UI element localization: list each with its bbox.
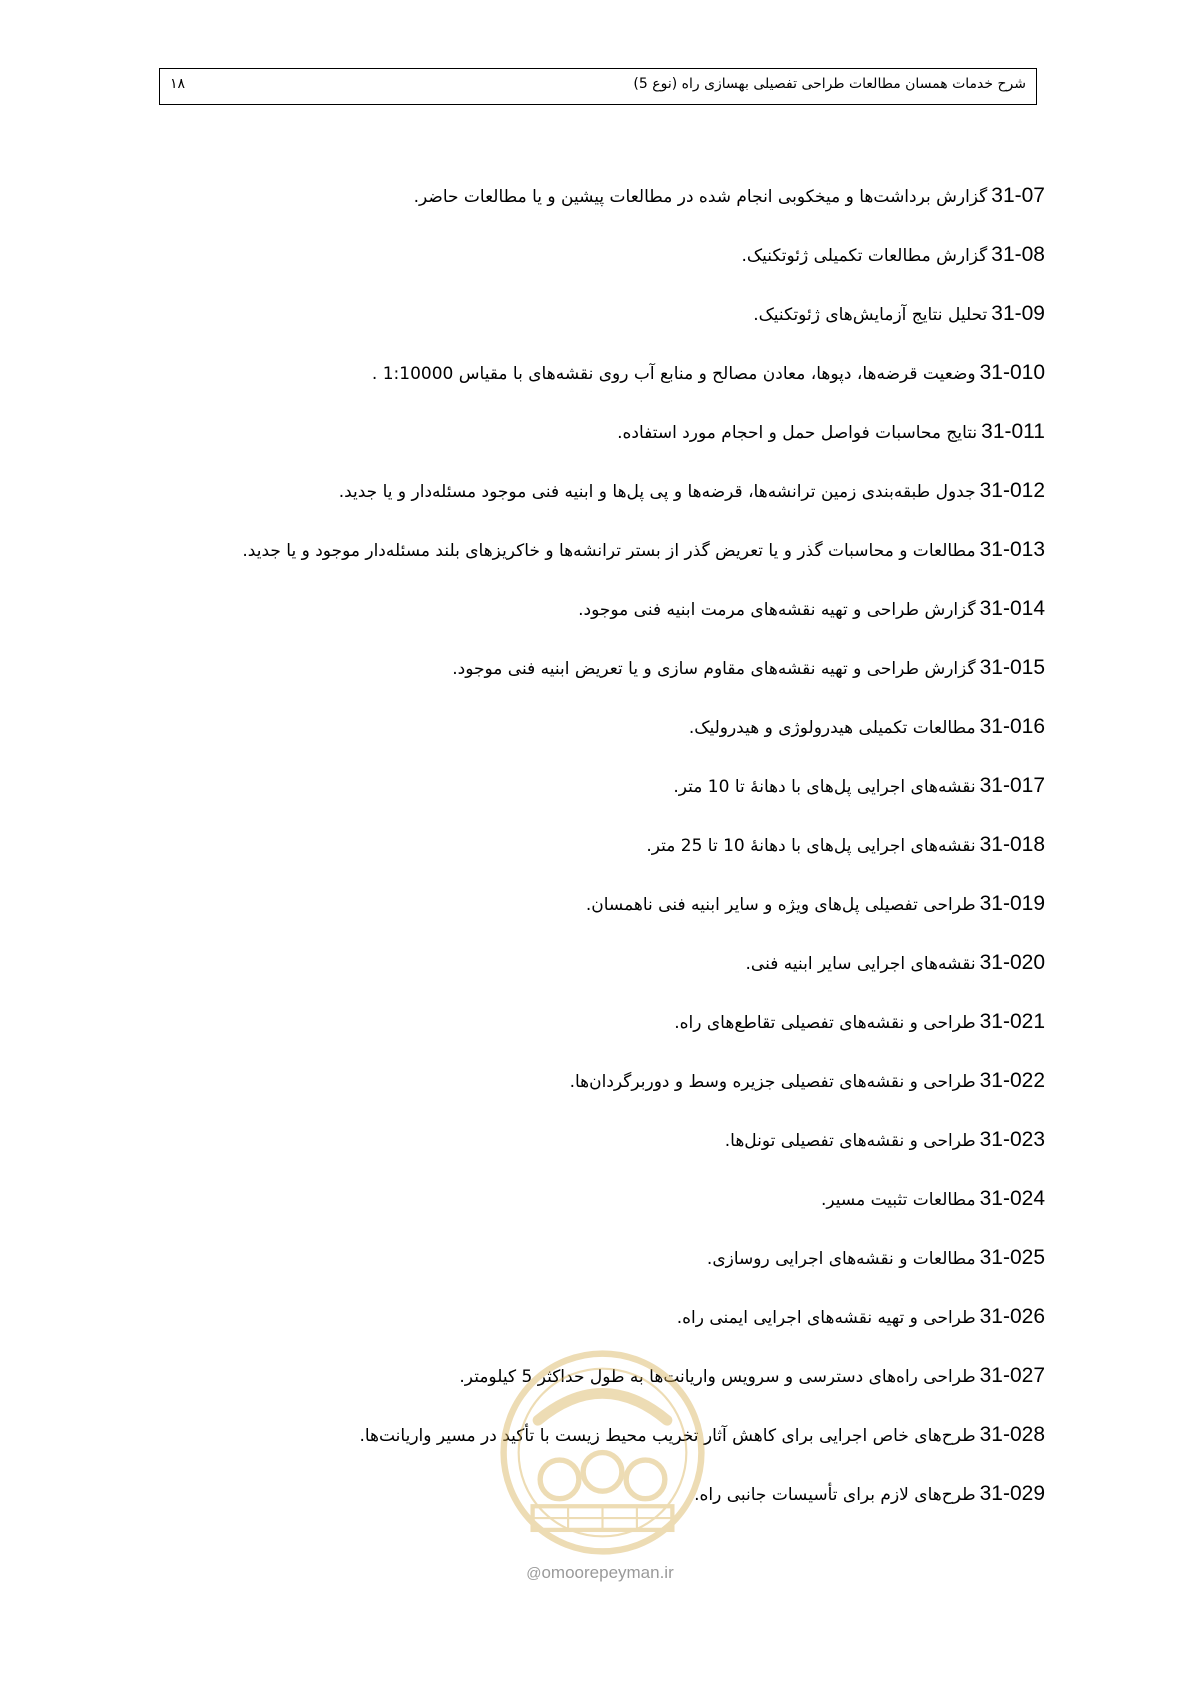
- item-text: طراحی راه‌های دسترسی و سرویس واریانت‌ها به طول حداکثر 5 کیلومتر.: [459, 1367, 976, 1387]
- item-text: گزارش مطالعات تکمیلی ژئوتکنیک.: [741, 246, 988, 266]
- item-text: طراحی تفصیلی پل‌های ویژه و سایر ابنیه فنی ناهمسان.: [585, 895, 976, 915]
- list-item: [85, 589, 1045, 648]
- list-item: [85, 176, 1045, 235]
- item-text: نقشه‌های اجرایی پل‌های با دهانهٔ تا 10 متر.: [673, 777, 976, 797]
- item-code: 31-025: [979, 1246, 1045, 1269]
- item-code: 31-011: [981, 420, 1045, 443]
- list-item: [85, 1120, 1045, 1179]
- list-item: [85, 1356, 1045, 1415]
- list-item: [85, 648, 1045, 707]
- list-item: [85, 1297, 1045, 1356]
- list-item: [85, 530, 1045, 589]
- item-code: 31-012: [979, 479, 1045, 502]
- list-item: [85, 766, 1045, 825]
- deliverables-list: [85, 176, 1045, 1533]
- item-code: 31-019: [979, 892, 1045, 915]
- list-item: [85, 1474, 1045, 1533]
- item-text: طراحی و تهیه نقشه‌های اجرایی ایمنی راه.: [676, 1308, 976, 1328]
- item-code: 31-014: [979, 597, 1045, 620]
- item-code: 31-021: [979, 1010, 1045, 1033]
- item-text: تحلیل نتایج آزمایش‌های ژئوتکنیک.: [753, 305, 988, 325]
- document-title: شرح خدمات همسان مطالعات طراحی تفصیلی بهسازی راه (نوع 5): [633, 76, 1026, 92]
- item-code: 31-09: [991, 302, 1045, 325]
- item-text: گزارش طراحی و تهیه نقشه‌های مرمت ابنیه فنی موجود.: [578, 600, 976, 620]
- item-code: 31-017: [979, 774, 1045, 797]
- item-text: جدول طبقه‌بندی زمین ترانشه‌ها، قرضه‌ها و پی پل‌ها و ابنیه فنی موجود مسئله‌دار و یا جدید.: [338, 482, 976, 502]
- item-text: مطالعات و نقشه‌های اجرایی روسازی.: [706, 1249, 976, 1269]
- item-text: نقشه‌های اجرایی سایر ابنیه فنی.: [745, 954, 976, 974]
- list-item: [85, 353, 1045, 412]
- item-code: 31-015: [979, 656, 1045, 679]
- item-text: گزارش طراحی و تهیه نقشه‌های مقاوم سازی و یا تعریض ابنیه فنی موجود.: [452, 659, 976, 679]
- list-item: [85, 1002, 1045, 1061]
- item-code: 31-020: [979, 951, 1045, 974]
- item-code: 31-022: [979, 1069, 1045, 1092]
- list-item: [85, 235, 1045, 294]
- item-text: نقشه‌های اجرایی پل‌های با دهانهٔ 10 تا 25 متر.: [646, 836, 976, 856]
- item-code: 31-023: [979, 1128, 1045, 1151]
- list-item: [85, 707, 1045, 766]
- page-header: [159, 68, 1037, 105]
- list-item: [85, 471, 1045, 530]
- watermark-site-text: omoorepeyman.ir: [541, 1563, 674, 1582]
- list-item: [85, 825, 1045, 884]
- item-code: 31-08: [991, 243, 1045, 266]
- item-text: نتایج محاسبات فواصل حمل و احجام مورد استفاده.: [617, 423, 978, 443]
- item-code: 31-010: [979, 361, 1045, 384]
- list-item: [85, 943, 1045, 1002]
- item-text: مطالعات تثبیت مسیر.: [821, 1190, 976, 1210]
- item-text: مطالعات تکمیلی هیدرولوژی و هیدرولیک.: [688, 718, 976, 738]
- item-code: 31-027: [979, 1364, 1045, 1387]
- page-number: ۱۸: [170, 76, 186, 92]
- item-text: طرح‌های خاص اجرایی برای کاهش آثار تخریب محیط زیست با تأکید در مسیر واریانت‌ها.: [359, 1426, 976, 1446]
- item-code: 31-028: [979, 1423, 1045, 1446]
- list-item: [85, 294, 1045, 353]
- list-item: [85, 412, 1045, 471]
- list-item: [85, 1179, 1045, 1238]
- item-code: 31-016: [979, 715, 1045, 738]
- list-item: [85, 1061, 1045, 1120]
- item-text: مطالعات و محاسبات گذر و یا تعریض گذر از بستر ترانشه‌ها و خاکریزهای بلند مسئله‌دار موجود و یا جدید.: [242, 541, 976, 561]
- item-text: طراحی و نقشه‌های تفصیلی تقاطع‌های راه.: [674, 1013, 976, 1033]
- item-code: 31-018: [979, 833, 1045, 856]
- list-item: [85, 1238, 1045, 1297]
- item-text: طراحی و نقشه‌های تفصیلی تونل‌ها.: [724, 1131, 976, 1151]
- item-code: 31-029: [979, 1482, 1045, 1505]
- at-icon: @: [526, 1565, 542, 1582]
- item-text: گزارش برداشت‌ها و میخکوبی انجام شده در مطالعات پیشین و یا مطالعات حاضر.: [413, 187, 988, 207]
- list-item: [85, 884, 1045, 943]
- item-code: 31-026: [979, 1305, 1045, 1328]
- item-code: 31-07: [991, 184, 1045, 207]
- item-text: وضعیت قرضه‌ها، دپوها، معادن مصالح و منابع آب روی نقشه‌های با مقیاس 1:10000 .: [371, 364, 976, 384]
- item-text: طراحی و نقشه‌های تفصیلی جزیره وسط و دوربرگردان‌ها.: [569, 1072, 976, 1092]
- list-item: [85, 1415, 1045, 1474]
- item-code: 31-024: [979, 1187, 1045, 1210]
- watermark-site-label: [495, 1563, 705, 1583]
- item-code: 31-013: [979, 538, 1045, 561]
- item-text: طرح‌های لازم برای تأسیسات جانبی راه.: [694, 1485, 976, 1505]
